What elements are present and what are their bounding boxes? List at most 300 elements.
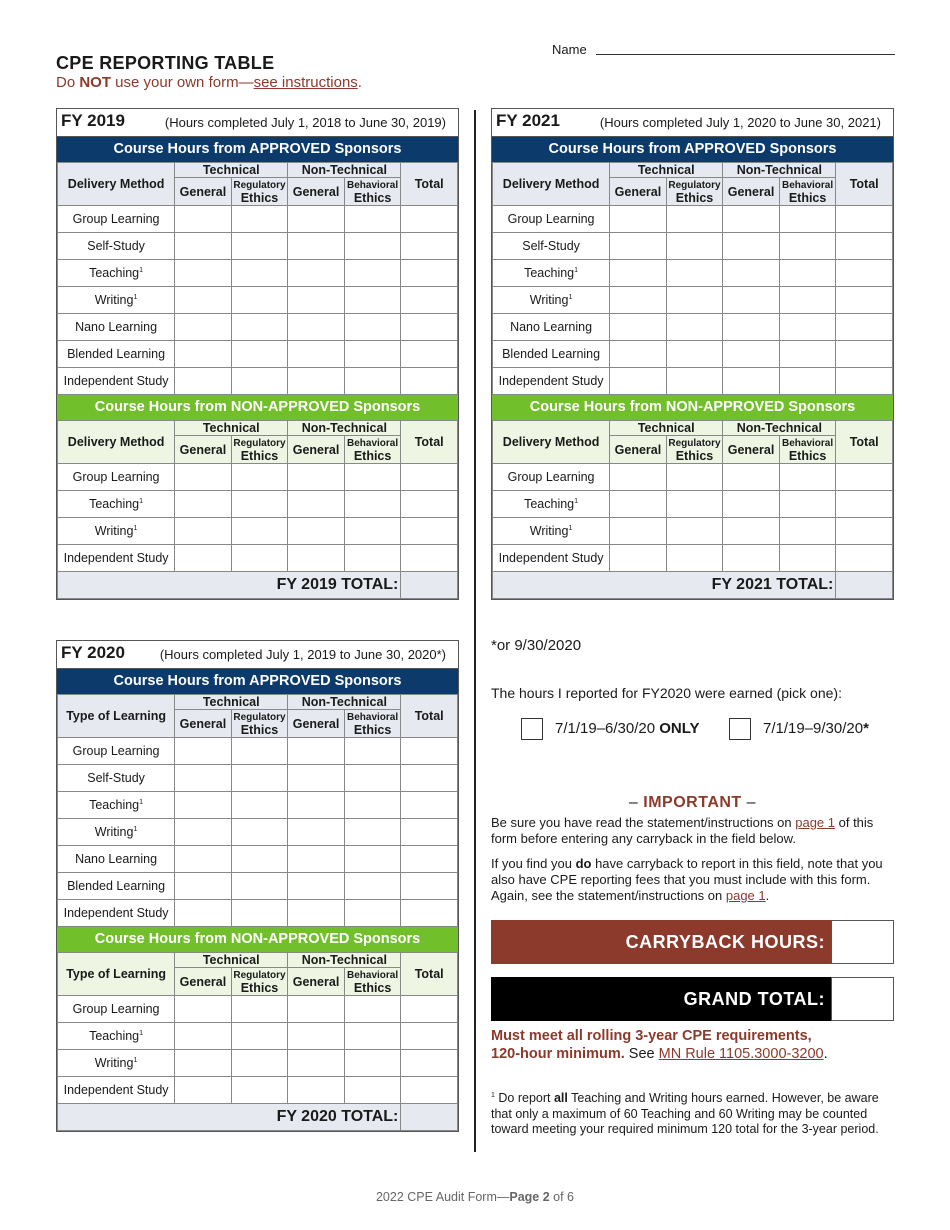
- hours-cell[interactable]: [344, 792, 401, 819]
- row-label: Blended Learning: [493, 341, 610, 368]
- row-label: Independent Study: [493, 368, 610, 395]
- general-header: General: [610, 178, 667, 206]
- table-row: [493, 341, 893, 368]
- hours-cell[interactable]: [779, 464, 836, 491]
- hours-cell[interactable]: [288, 792, 345, 819]
- row-label: Nano Learning: [493, 314, 610, 341]
- table-row: [58, 792, 458, 819]
- table-row: [58, 260, 458, 287]
- behavioral-ethics-header: Behavioral Ethics: [779, 436, 836, 464]
- table-row: [58, 1023, 458, 1050]
- important-heading: – IMPORTANT –: [628, 794, 757, 811]
- hours-cell[interactable]: [723, 260, 780, 287]
- hours-cell[interactable]: [175, 765, 232, 792]
- approved-band: Course Hours from APPROVED Sponsors: [57, 137, 458, 162]
- hours-cell[interactable]: [288, 233, 345, 260]
- page1-link-2[interactable]: page 1: [725, 888, 766, 903]
- hours-cell[interactable]: [288, 287, 345, 314]
- hours-cell[interactable]: [610, 206, 667, 233]
- hours-cell[interactable]: [610, 341, 667, 368]
- hours-cell[interactable]: [344, 738, 401, 765]
- hours-cell[interactable]: [344, 1050, 401, 1077]
- hours-cell[interactable]: [175, 996, 232, 1023]
- row-label: Group Learning: [58, 464, 175, 491]
- total-cell[interactable]: [401, 260, 458, 287]
- row-label: Writing$^1$: [58, 518, 175, 545]
- regulatory-ethics-header: Regulatory Ethics: [231, 436, 288, 464]
- regulatory-ethics-header: Regulatory Ethics: [231, 178, 288, 206]
- general-header: General: [610, 436, 667, 464]
- hours-cell[interactable]: [666, 260, 723, 287]
- row-label: Writing$^1$: [58, 1050, 175, 1077]
- row-label: Nano Learning: [58, 846, 175, 873]
- non-approved-band: Course Hours from NON-APPROVED Sponsors: [57, 395, 458, 420]
- technical-header: Technical: [175, 953, 288, 968]
- hours-cell[interactable]: [231, 314, 288, 341]
- first-col-header: Delivery Method: [58, 421, 175, 464]
- row-label: Independent Study: [493, 545, 610, 572]
- general-header: General: [175, 178, 232, 206]
- hours-cell[interactable]: [231, 518, 288, 545]
- page-title: CPE REPORTING TABLE: [56, 53, 275, 73]
- general-header: General: [175, 968, 232, 996]
- total-cell[interactable]: [401, 233, 458, 260]
- or-note: *or 9/30/2020: [491, 637, 582, 654]
- important-para-2: If you find you do have carryback to report in this field, note that you also have CPE reporting fees that you must include with this form. Again, see the statement/instructions on page 1.: [491, 856, 883, 903]
- total-cell[interactable]: [401, 819, 458, 846]
- total-cell[interactable]: [401, 873, 458, 900]
- hours-cell[interactable]: [288, 738, 345, 765]
- hours-cell[interactable]: [723, 206, 780, 233]
- fy-header: [492, 109, 893, 137]
- hours-cell[interactable]: [288, 996, 345, 1023]
- row-label: Group Learning: [493, 206, 610, 233]
- header-row: [493, 421, 893, 436]
- total-cell[interactable]: [401, 738, 458, 765]
- table-row: [58, 464, 458, 491]
- fy-total-input[interactable]: [401, 572, 458, 599]
- hours-cell[interactable]: [344, 846, 401, 873]
- total-cell[interactable]: [836, 491, 893, 518]
- instructions-link[interactable]: see instructions: [253, 74, 358, 91]
- hours-cell[interactable]: [231, 260, 288, 287]
- hours-cell[interactable]: [288, 545, 345, 572]
- name-input[interactable]: [596, 54, 895, 55]
- total-cell[interactable]: [836, 368, 893, 395]
- pick-prompt: The hours I reported for FY2020 were earned (pick one):: [491, 685, 842, 701]
- hours-cell[interactable]: [288, 1023, 345, 1050]
- row-label: Independent Study: [58, 900, 175, 927]
- hours-cell[interactable]: [175, 314, 232, 341]
- first-col-header: Type of Learning: [58, 695, 175, 738]
- mn-rule-link[interactable]: MN Rule 1105.3000-3200: [658, 1046, 824, 1062]
- hours-cell[interactable]: [344, 1023, 401, 1050]
- hours-cell[interactable]: [231, 846, 288, 873]
- total-cell[interactable]: [836, 206, 893, 233]
- row-label: Group Learning: [58, 738, 175, 765]
- hours-cell[interactable]: [231, 368, 288, 395]
- hours-cell[interactable]: [175, 287, 232, 314]
- hours-cell[interactable]: [779, 314, 836, 341]
- page-subtitle: Do NOT use your own form—see instructions.: [56, 74, 362, 91]
- hours-cell[interactable]: [288, 491, 345, 518]
- hours-cell[interactable]: [779, 518, 836, 545]
- hours-cell[interactable]: [175, 545, 232, 572]
- header-row: [493, 163, 893, 178]
- total-cell[interactable]: [401, 1023, 458, 1050]
- behavioral-ethics-header: Behavioral Ethics: [344, 436, 401, 464]
- hours-cell[interactable]: [666, 491, 723, 518]
- hours-cell[interactable]: [288, 206, 345, 233]
- approved-table: [57, 162, 458, 395]
- column-divider: [474, 110, 476, 1152]
- hours-cell[interactable]: [288, 900, 345, 927]
- hours-cell[interactable]: [175, 846, 232, 873]
- hours-cell[interactable]: [231, 819, 288, 846]
- row-label: Group Learning: [58, 206, 175, 233]
- hours-cell[interactable]: [175, 206, 232, 233]
- hours-cell[interactable]: [610, 260, 667, 287]
- fy-header: [57, 641, 458, 669]
- general-header: General: [175, 710, 232, 738]
- total-cell[interactable]: [401, 900, 458, 927]
- hours-cell[interactable]: [175, 1023, 232, 1050]
- total-cell[interactable]: [401, 765, 458, 792]
- row-label: Self-Study: [58, 233, 175, 260]
- hours-cell[interactable]: [666, 287, 723, 314]
- hours-cell[interactable]: [779, 260, 836, 287]
- approved-band: Course Hours from APPROVED Sponsors: [57, 669, 458, 694]
- hours-cell[interactable]: [231, 1077, 288, 1104]
- hours-cell[interactable]: [610, 545, 667, 572]
- total-cell[interactable]: [401, 996, 458, 1023]
- page1-link[interactable]: page 1: [795, 815, 835, 830]
- total-cell[interactable]: [836, 518, 893, 545]
- hours-cell[interactable]: [175, 900, 232, 927]
- general-header: General: [723, 436, 780, 464]
- hours-cell[interactable]: [723, 233, 780, 260]
- row-label: Writing$^1$: [493, 287, 610, 314]
- fy-total-row: [58, 1104, 458, 1131]
- total-cell[interactable]: [401, 464, 458, 491]
- hours-cell[interactable]: [666, 545, 723, 572]
- hours-cell[interactable]: [344, 368, 401, 395]
- total-cell[interactable]: [401, 341, 458, 368]
- table-row: [493, 545, 893, 572]
- row-label: Writing$^1$: [58, 287, 175, 314]
- hours-cell[interactable]: [666, 314, 723, 341]
- hours-cell[interactable]: [610, 518, 667, 545]
- hours-cell[interactable]: [231, 206, 288, 233]
- table-row: [493, 491, 893, 518]
- fy-header: [57, 109, 458, 137]
- general-header: General: [288, 968, 345, 996]
- hours-cell[interactable]: [723, 341, 780, 368]
- hours-cell[interactable]: [175, 873, 232, 900]
- hours-cell[interactable]: [344, 545, 401, 572]
- fy-total-label: FY 2021 TOTAL:: [493, 572, 836, 599]
- total-cell[interactable]: [836, 260, 893, 287]
- row-label: Self-Study: [58, 765, 175, 792]
- hours-cell[interactable]: [723, 518, 780, 545]
- row-label: Writing$^1$: [58, 819, 175, 846]
- hours-cell[interactable]: [175, 792, 232, 819]
- total-cell[interactable]: [836, 341, 893, 368]
- hours-cell[interactable]: [779, 287, 836, 314]
- hours-cell[interactable]: [231, 233, 288, 260]
- table-row: [58, 765, 458, 792]
- grand-total-row: [491, 977, 894, 1021]
- hours-cell[interactable]: [666, 206, 723, 233]
- hours-cell[interactable]: [344, 260, 401, 287]
- hours-cell[interactable]: [344, 233, 401, 260]
- hours-cell[interactable]: [288, 819, 345, 846]
- hours-cell[interactable]: [344, 996, 401, 1023]
- total-cell[interactable]: [401, 1077, 458, 1104]
- hours-cell[interactable]: [175, 368, 232, 395]
- first-col-header: Delivery Method: [493, 421, 610, 464]
- non-technical-header: Non-Technical: [288, 163, 401, 178]
- header-row: [58, 695, 458, 710]
- hours-cell[interactable]: [175, 738, 232, 765]
- table-row: [58, 846, 458, 873]
- total-cell[interactable]: [401, 368, 458, 395]
- general-header: General: [288, 178, 345, 206]
- hours-cell[interactable]: [666, 518, 723, 545]
- table-row: [58, 518, 458, 545]
- total-cell[interactable]: [401, 206, 458, 233]
- first-col-header: Type of Learning: [58, 953, 175, 996]
- hours-cell[interactable]: [779, 233, 836, 260]
- header-row: [58, 953, 458, 968]
- table-row: [58, 1050, 458, 1077]
- hours-cell[interactable]: [288, 1050, 345, 1077]
- table-row: [58, 545, 458, 572]
- hours-cell[interactable]: [175, 1077, 232, 1104]
- hours-cell[interactable]: [231, 464, 288, 491]
- total-cell[interactable]: [401, 518, 458, 545]
- total-cell[interactable]: [836, 233, 893, 260]
- hours-cell[interactable]: [175, 260, 232, 287]
- hours-cell[interactable]: [723, 287, 780, 314]
- hours-cell[interactable]: [175, 491, 232, 518]
- behavioral-ethics-header: Behavioral Ethics: [344, 968, 401, 996]
- fy-total-input[interactable]: [836, 572, 893, 599]
- hours-cell[interactable]: [231, 900, 288, 927]
- hours-cell[interactable]: [610, 233, 667, 260]
- hours-cell[interactable]: [231, 545, 288, 572]
- table-row: [58, 738, 458, 765]
- hours-cell[interactable]: [288, 765, 345, 792]
- hours-cell[interactable]: [288, 368, 345, 395]
- header-row: [58, 163, 458, 178]
- technical-header: Technical: [610, 163, 723, 178]
- technical-header: Technical: [175, 163, 288, 178]
- total-cell[interactable]: [401, 287, 458, 314]
- fy-total-input[interactable]: [401, 1104, 458, 1131]
- non-approved-band: Course Hours from NON-APPROVED Sponsors: [492, 395, 893, 420]
- hours-cell[interactable]: [344, 873, 401, 900]
- non-technical-header: Non-Technical: [723, 163, 836, 178]
- option-only-june[interactable]: 7/1/19–6/30/20 ONLY: [521, 718, 721, 742]
- hours-cell[interactable]: [288, 518, 345, 545]
- hours-cell[interactable]: [288, 846, 345, 873]
- hours-cell[interactable]: [231, 341, 288, 368]
- page-footer: 2022 CPE Audit Form—Page 2 of 6: [375, 1190, 575, 1204]
- hours-cell[interactable]: [723, 545, 780, 572]
- hours-cell[interactable]: [231, 491, 288, 518]
- hours-cell[interactable]: [288, 260, 345, 287]
- carryback-row: [491, 920, 894, 964]
- first-col-header: Delivery Method: [58, 163, 175, 206]
- checkbox-june[interactable]: [521, 718, 543, 740]
- total-cell[interactable]: [401, 314, 458, 341]
- hours-cell[interactable]: [288, 314, 345, 341]
- hours-cell[interactable]: [779, 368, 836, 395]
- row-label: Teaching$^1$: [58, 260, 175, 287]
- total-header: Total: [836, 163, 893, 206]
- total-header: Total: [401, 953, 458, 996]
- hours-cell[interactable]: [779, 491, 836, 518]
- hours-cell[interactable]: [175, 341, 232, 368]
- footnote: $^1$ Do report all Teaching and Writing hours earned. However, be aware that only a maximum of 60 Teaching and 60 Writing may be counted toward meeting your required minimum 120 total for the 3-year period.: [491, 1091, 879, 1137]
- table-row: [58, 491, 458, 518]
- hours-cell[interactable]: [288, 873, 345, 900]
- table-row: [58, 314, 458, 341]
- fy-range: (Hours completed July 1, 2019 to June 30, 2020*): [159, 647, 446, 662]
- hours-cell[interactable]: [723, 368, 780, 395]
- hours-cell[interactable]: [610, 287, 667, 314]
- total-cell[interactable]: [836, 314, 893, 341]
- total-header: Total: [401, 163, 458, 206]
- hours-cell[interactable]: [344, 314, 401, 341]
- total-cell[interactable]: [401, 846, 458, 873]
- hours-cell[interactable]: [344, 206, 401, 233]
- hours-cell[interactable]: [175, 233, 232, 260]
- hours-cell[interactable]: [344, 1077, 401, 1104]
- non-technical-header: Non-Technical: [288, 695, 401, 710]
- total-header: Total: [836, 421, 893, 464]
- hours-cell[interactable]: [288, 464, 345, 491]
- table-row: [58, 873, 458, 900]
- regulatory-ethics-header: Regulatory Ethics: [231, 710, 288, 738]
- technical-header: Technical: [175, 695, 288, 710]
- checkbox-september[interactable]: [729, 718, 751, 740]
- important-para-1: Be sure you have read the statement/instructions on page 1 of this form before entering any carryback in the field below.: [491, 815, 874, 846]
- total-header: Total: [401, 421, 458, 464]
- hours-cell[interactable]: [231, 873, 288, 900]
- table-row: [493, 518, 893, 545]
- hours-cell[interactable]: [723, 464, 780, 491]
- hours-cell[interactable]: [344, 341, 401, 368]
- hours-cell[interactable]: [288, 1077, 345, 1104]
- row-label: Teaching$^1$: [58, 491, 175, 518]
- non-technical-header: Non-Technical: [288, 421, 401, 436]
- hours-cell[interactable]: [344, 518, 401, 545]
- option-september[interactable]: 7/1/19–9/30/20*: [729, 718, 895, 742]
- hours-cell[interactable]: [175, 464, 232, 491]
- hours-cell[interactable]: [610, 491, 667, 518]
- table-row: [58, 368, 458, 395]
- table-row: [493, 206, 893, 233]
- fy-title: FY 2019: [61, 111, 125, 130]
- total-cell[interactable]: [401, 491, 458, 518]
- hours-cell[interactable]: [344, 464, 401, 491]
- hours-cell[interactable]: [231, 996, 288, 1023]
- row-label: Blended Learning: [58, 341, 175, 368]
- table-row: [493, 260, 893, 287]
- table-row: [58, 233, 458, 260]
- hours-cell[interactable]: [610, 464, 667, 491]
- table-row: [493, 464, 893, 491]
- hours-cell[interactable]: [231, 1050, 288, 1077]
- hours-cell[interactable]: [344, 900, 401, 927]
- row-label: Nano Learning: [58, 314, 175, 341]
- hours-cell[interactable]: [175, 518, 232, 545]
- carryback-input[interactable]: [831, 920, 894, 964]
- total-header: Total: [401, 695, 458, 738]
- total-cell[interactable]: [836, 464, 893, 491]
- hours-cell[interactable]: [175, 819, 232, 846]
- total-cell[interactable]: [401, 792, 458, 819]
- total-cell[interactable]: [401, 1050, 458, 1077]
- table-row: [493, 368, 893, 395]
- general-header: General: [288, 436, 345, 464]
- regulatory-ethics-header: Regulatory Ethics: [231, 968, 288, 996]
- carryback-label: CARRYBACK HOURS:: [491, 920, 831, 964]
- hours-cell[interactable]: [723, 491, 780, 518]
- table-row: [493, 314, 893, 341]
- row-label: Independent Study: [58, 1077, 175, 1104]
- hours-cell[interactable]: [288, 341, 345, 368]
- total-cell[interactable]: [401, 545, 458, 572]
- table-row: [58, 900, 458, 927]
- hours-cell[interactable]: [666, 233, 723, 260]
- hours-cell[interactable]: [231, 792, 288, 819]
- hours-cell[interactable]: [344, 765, 401, 792]
- non-approved-table: [57, 420, 458, 599]
- header-row: [58, 421, 458, 436]
- hours-cell[interactable]: [666, 341, 723, 368]
- hours-cell[interactable]: [344, 491, 401, 518]
- hours-cell[interactable]: [666, 464, 723, 491]
- fy2021-table: [491, 108, 894, 600]
- hours-cell[interactable]: [344, 819, 401, 846]
- hours-cell[interactable]: [175, 1050, 232, 1077]
- hours-cell[interactable]: [779, 206, 836, 233]
- hours-cell[interactable]: [231, 287, 288, 314]
- hours-cell[interactable]: [723, 314, 780, 341]
- hours-cell[interactable]: [610, 368, 667, 395]
- hours-cell[interactable]: [666, 368, 723, 395]
- approved-table: [492, 162, 893, 395]
- total-cell[interactable]: [836, 287, 893, 314]
- hours-cell[interactable]: [231, 738, 288, 765]
- hours-cell[interactable]: [231, 765, 288, 792]
- hours-cell[interactable]: [231, 1023, 288, 1050]
- hours-cell[interactable]: [779, 341, 836, 368]
- hours-cell[interactable]: [610, 314, 667, 341]
- row-label: Teaching$^1$: [58, 792, 175, 819]
- hours-cell[interactable]: [344, 287, 401, 314]
- approved-band: Course Hours from APPROVED Sponsors: [492, 137, 893, 162]
- grand-total-input[interactable]: [831, 977, 894, 1021]
- row-label: Independent Study: [58, 368, 175, 395]
- total-cell[interactable]: [836, 545, 893, 572]
- hours-cell[interactable]: [779, 545, 836, 572]
- name-label: Name: [552, 42, 587, 57]
- regulatory-ethics-header: Regulatory Ethics: [666, 178, 723, 206]
